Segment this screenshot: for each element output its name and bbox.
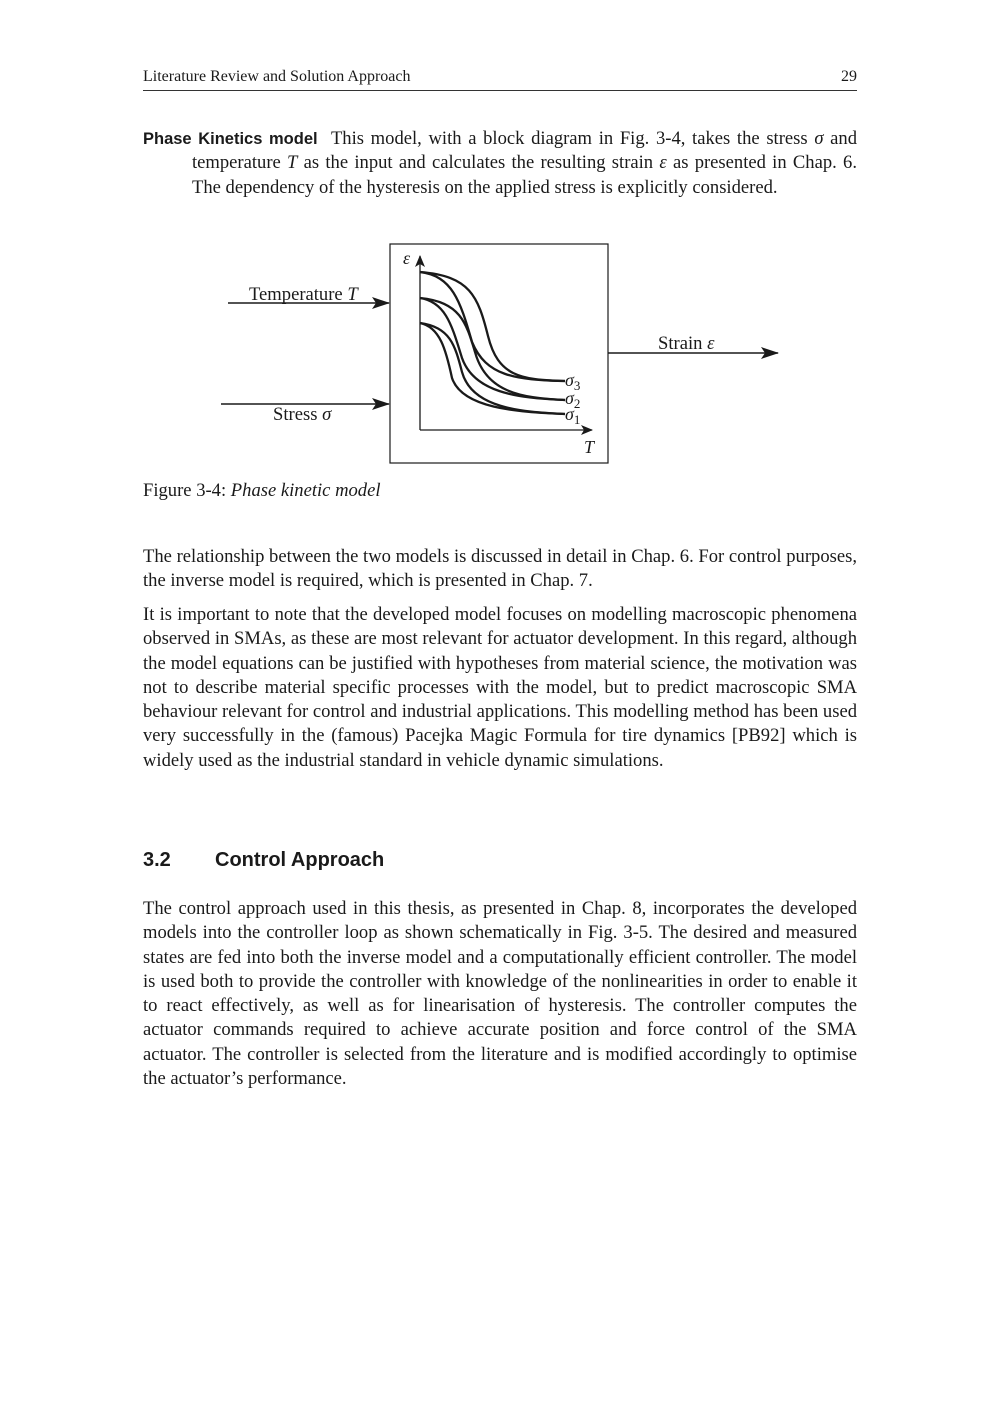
intro-text-1: This model, with a block diagram in Fig. 3-4, takes the stress	[330, 128, 815, 149]
section-heading	[143, 849, 384, 872]
intro-text-2: and temperature	[192, 128, 858, 174]
figure-caption-title: Phase kinetic model	[230, 480, 381, 501]
phase-kinetic-block-diagram	[0, 0, 1000, 480]
curve-sigma3-cooling	[420, 272, 565, 381]
body-paragraph-1: The relationship between the two models is discussed in detail in Chap. 6. For control purposes, the inverse model is required, which is presented in Chap. 7.	[143, 546, 857, 592]
figure-caption	[143, 480, 381, 502]
curve-label-sigma3: $\sigma_3$	[565, 370, 581, 393]
intro-text-4: as presented in Chap. 6. The dependency of the hysteresis on the applied stress is explicitly considered.	[192, 152, 858, 198]
stress-input-label: Stress σ	[273, 404, 332, 425]
curve-sigma3-heating	[420, 272, 565, 381]
strain-output-label: Strain ε	[658, 333, 715, 354]
intro-sigma: σ	[814, 128, 824, 149]
section-paragraph: The control approach used in this thesis, as presented in Chap. 8, incorporates the developed models into the controller loop as shown schematically in Fig. 3-5. The desired and measured states are fed into both the inverse model and a computationally efficient controller. The model is used both to provide the controller with knowledge of the nonlinearities in order to enable it to react effectively, as well as for linearisation of hysteresis. The controller computes the actuator commands required to achieve accurate position and force control of the SMA actuator. The controller is selected from the literature and is modified accordingly to optimise the actuator’s performance.	[143, 898, 857, 1090]
curve-label-sigma2: $\sigma_2$	[565, 388, 581, 411]
page-number: 29	[841, 68, 857, 85]
figure-caption-prefix: Figure 3-4:	[143, 480, 231, 501]
hysteresis-curves	[420, 272, 565, 414]
intro-text-3: as the input and calculates the resulting strain	[297, 152, 660, 174]
intro-epsilon: ε	[659, 152, 667, 174]
section-title: Control Approach	[215, 849, 385, 871]
curve-label-sigma1: $\sigma_1$	[565, 404, 581, 427]
intro-temperature-symbol: T	[287, 152, 298, 174]
x-axis-label: T	[584, 437, 595, 457]
running-header-title: Literature Review and Solution Approach	[143, 68, 411, 85]
y-axis-label: ε	[403, 248, 411, 268]
definition-term: Phase Kinetics model	[143, 130, 318, 148]
body-paragraph-2: It is important to note that the developed model focuses on modelling macroscopic phenomena observed in SMAs, as these are most relevant for actuator development. In this regard, although the model equations can be justified with hypotheses from material science, the motivation was not to describe material specific processes with the model, but to predict macroscopic SMA behaviour relevant for control and industrial applications. This modelling method has been used very successfully in the (famous) Pacejka Magic Formula for tire dynamics [PB92] which is widely used as the industrial standard in vehicle dynamic simulations.	[143, 604, 857, 771]
temperature-input-label: Temperature T	[249, 284, 358, 305]
section-number: 3.2	[143, 849, 171, 871]
